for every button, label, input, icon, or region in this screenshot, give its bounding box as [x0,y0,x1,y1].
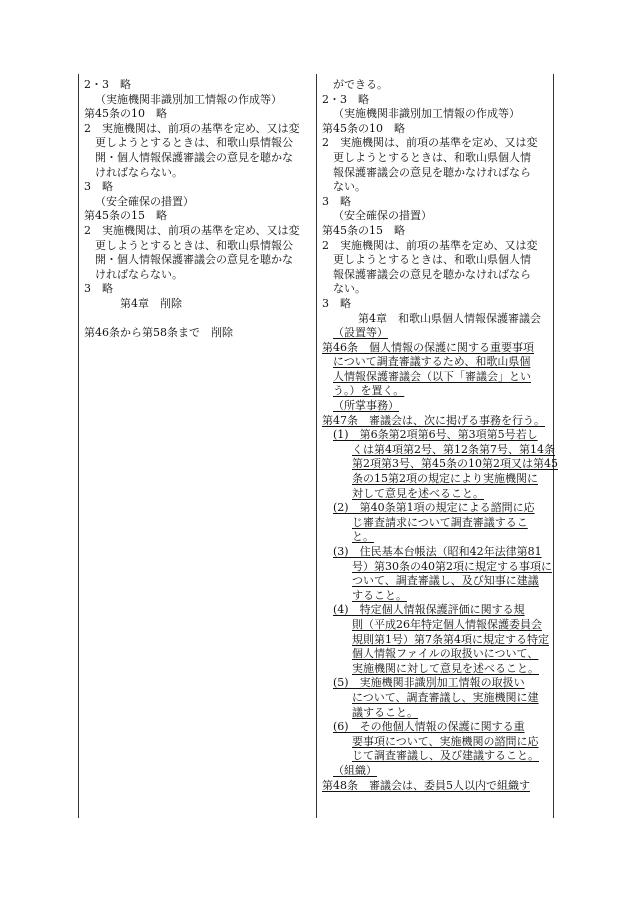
text-line [322,399,552,414]
text-line [322,560,552,575]
text-line [322,180,552,195]
text-line-content: ついて、調査審議し、及び知事に建議 [352,574,539,588]
text-line [322,282,552,297]
text-line [84,253,314,268]
text-line [322,676,552,691]
text-line-content: 第45条の10 略 [84,107,167,121]
text-line-content: について、調査審議し、実施機関に建 [352,690,539,704]
text-line [84,78,314,93]
text-line [322,312,552,327]
text-line [322,691,552,706]
text-line-content: (2) 第40条第1項の規定による諮問に応 [333,501,535,515]
text-line-content: 実施機関に対して意見を述べること。 [352,661,539,675]
left-column-current-text [84,78,314,341]
text-line-content: （所掌事務） [333,399,399,413]
text-line-content: 第46条から第58条まで 削除 [84,326,233,340]
text-line-content: 3 略 [322,296,351,310]
text-line [322,647,552,662]
text-line [322,355,552,370]
text-line-content: 第2項第3号、第45条の10第2項又は第45 [352,457,558,471]
text-line-content: 第4章 和歌山県個人情報保護審議会 [358,311,541,325]
text-line [322,545,552,560]
text-line-content: (5) 実施機関非識別加工情報の取扱い [333,676,525,690]
text-line [322,209,552,224]
text-line-content: 更しようとするときは、和歌山県情報公 [95,238,293,252]
text-line [322,589,552,604]
text-line [322,107,552,122]
text-line [322,530,552,545]
text-line-content: (6) その他個人情報の保護に関する重 [333,720,525,734]
text-line [84,180,314,195]
text-line-content: くは第4項第2号、第12条第7号、第14条 [352,442,555,456]
text-line [322,239,552,254]
text-line [322,428,552,443]
text-line [84,326,314,341]
text-line [84,166,314,181]
text-line [322,472,552,487]
text-line-content: について調査審議するため、和歌山県個 [333,355,531,369]
text-line [322,136,552,151]
text-line [322,195,552,210]
text-line-content: と。 [352,530,374,544]
text-line [322,720,552,735]
text-line [322,764,552,779]
text-line-content: 議すること。 [352,705,418,719]
text-line-content: 3 略 [84,282,113,296]
text-line [322,735,552,750]
text-line [322,662,552,677]
text-line [322,749,552,764]
text-line-content: 更しようとするときは、和歌山県個人情 [333,150,531,164]
text-line [322,574,552,589]
text-line [84,136,314,151]
text-line-content: 個人情報ファイルの取扱いについて、 [352,647,539,661]
text-line-content: ければならない。 [95,267,183,281]
text-line [84,297,314,312]
text-line [322,706,552,721]
right-column-revised-text [322,78,558,793]
text-line [322,151,552,166]
text-line [322,93,552,108]
text-line [84,224,314,239]
text-line [322,297,552,312]
text-line-content: 3 略 [322,194,351,208]
text-line-content: じて調査審議し、及び建議すること。 [352,749,539,763]
text-line [84,93,314,108]
text-line-content: (4) 特定個人情報保護評価に関する規 [333,603,525,617]
text-line-content: 開・個人情報保護審議会の意見を聴かな [95,150,293,164]
text-line [322,633,552,648]
text-line [322,603,552,618]
text-line-content: 2 実施機関は、前項の基準を定め、又は変 [322,238,538,252]
table-border-middle [316,74,317,818]
text-line-content: 第4章 削除 [120,296,182,310]
text-line-content: （設置等） [333,326,388,340]
text-line-content: 2 実施機関は、前項の基準を定め、又は変 [84,121,300,135]
text-line-content: う。）を置く。 [333,384,405,398]
text-line-content: （実施機関非識別加工情報の作成等） [95,92,282,106]
text-line-content: 第47条 審議会は、次に掲げる事務を行う。 [322,413,545,427]
text-line [322,166,552,181]
text-line-content: （実施機関非識別加工情報の作成等） [333,107,520,121]
text-line-content: 第45条の15 略 [84,209,167,223]
text-line-content: 2 実施機関は、前項の基準を定め、又は変 [322,136,538,150]
text-line [84,268,314,283]
text-line-content: 人情報保護審議会（以下「審議会」とい [333,369,531,383]
text-line [322,779,552,794]
text-line [84,239,314,254]
text-line-content: 第45条の10 略 [322,121,405,135]
text-line-content: すること。 [352,588,407,602]
text-line [84,151,314,166]
text-line-content: 報保護審議会の意見を聴かなければなら [333,267,531,281]
text-line-content: 対して意見を述べること。 [352,486,484,500]
text-line [322,341,552,356]
text-line [84,282,314,297]
text-line [84,107,314,122]
table-border-left [78,74,79,818]
text-line [322,224,552,239]
text-line [322,122,552,137]
text-line [322,501,552,516]
text-line-content: 条の15第2項の規定により実施機関に [352,472,538,486]
text-line [322,516,552,531]
text-line-content: 規則第1号）第7条第4項に規定する特定 [352,632,549,646]
text-line-content: 3 略 [84,180,113,194]
text-line-content: 第45条の15 略 [322,223,405,237]
text-line-content: 号）第30条の40第2項に規定する事項に [352,559,552,573]
text-line-content: （安全確保の措置） [333,209,432,223]
text-line-content: （安全確保の措置） [95,194,194,208]
text-line-content: ければならない。 [95,165,183,179]
text-line-content: (3) 住民基本台帳法（昭和42年法律第81 [333,545,542,558]
text-line-content: 更しようとするときは、和歌山県情報公 [95,136,293,150]
text-line [84,195,314,210]
text-line [322,370,552,385]
text-line-content: ない。 [333,180,366,194]
text-line-content: 開・個人情報保護審議会の意見を聴かな [95,253,293,267]
text-line-content: ができる。 [333,78,388,91]
text-line [84,122,314,137]
text-line-content: 第48条 審議会は、委員5人以内で組織す [322,778,530,792]
text-line [322,78,552,93]
text-line-content: じ審査請求について調査審議するこ [352,515,528,529]
text-line [322,326,552,341]
text-line [322,384,552,399]
text-line-content: (1) 第6条第2項第6号、第3項第5号若し [333,428,538,442]
text-line-content: 則（平成26年特定個人情報保護委員会 [352,617,542,631]
text-line [322,618,552,633]
text-line [322,414,552,429]
text-line [84,209,314,224]
text-line-content: （組織） [333,763,377,777]
text-line-content: 更しようとするときは、和歌山県個人情 [333,253,531,267]
text-line-content: 第46条 個人情報の保護に関する重要事項 [322,340,534,354]
text-line-content: 要事項について、実施機関の諮問に応 [352,734,539,748]
text-line [322,253,552,268]
text-line [322,268,552,283]
text-line [322,457,558,472]
text-line [322,487,552,502]
text-line-content: ない。 [333,282,366,296]
text-line-content: 2・3 略 [322,92,369,106]
text-line [322,442,555,458]
text-line-content: 2 実施機関は、前項の基準を定め、又は変 [84,223,300,237]
text-line-content: 報保護審議会の意見を聴かなければなら [333,165,531,179]
text-line [84,312,314,327]
text-line-content: 2・3 略 [84,78,131,91]
